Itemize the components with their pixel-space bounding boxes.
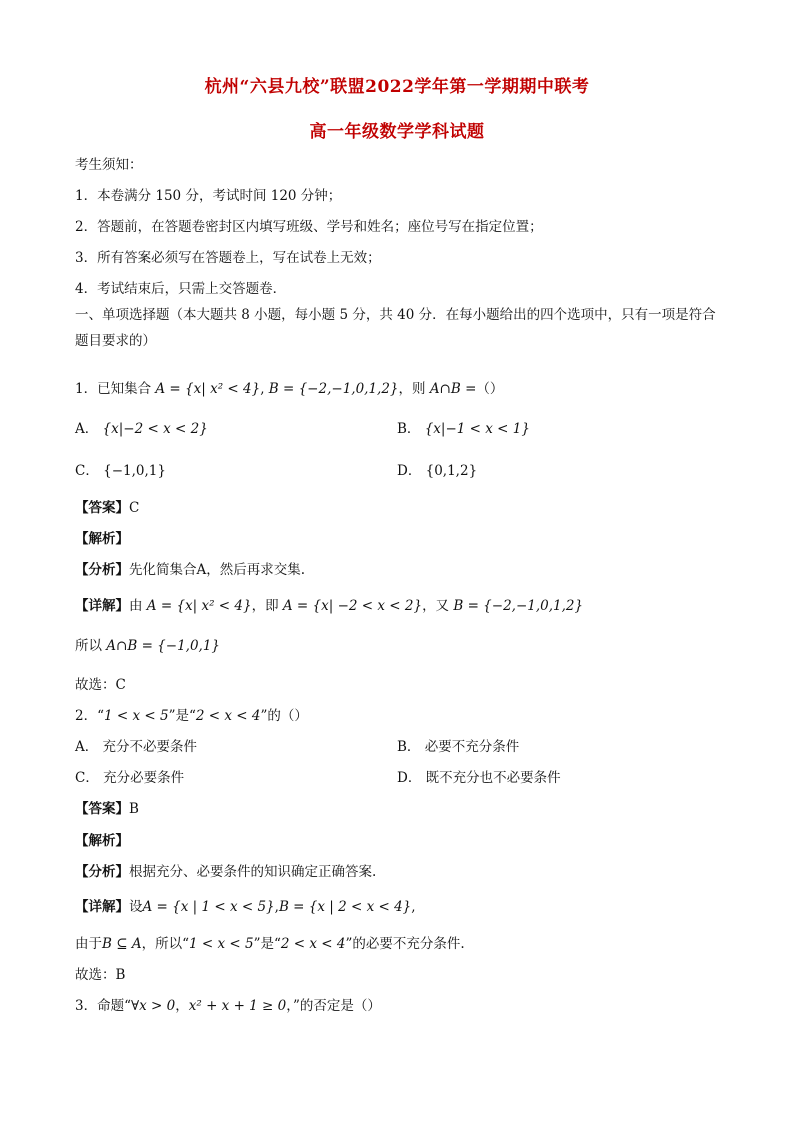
q1-analysis-tag: [75, 527, 129, 547]
q1-fenxi-text: 先化简集合A，然后再求交集.: [129, 562, 306, 578]
q2-option-b: [397, 735, 519, 755]
q1-option-c: [75, 459, 166, 479]
q1-answer-value: C: [129, 500, 140, 516]
q2-fenxi: [75, 860, 376, 880]
q1-stem-pre: 1．已知集合: [75, 381, 152, 397]
q1-option-a-text: {x|−2 < x < 2}: [102, 421, 208, 437]
q1-option-d-text: {0,1,2}: [425, 463, 478, 479]
q1-detail-set-a2: A = {x| −2 < x < 2}: [282, 598, 423, 614]
q1-option-a: [75, 417, 208, 437]
q2-reason-mid: ，所以“: [141, 936, 189, 952]
q1-answer: [75, 496, 139, 516]
q1-conclusion-expr: A∩B = {−1,0,1}: [106, 638, 221, 654]
q2-cond-1: 1 < x < 5: [104, 708, 169, 724]
q2-option-b-text: 必要不充分条件: [424, 739, 520, 755]
q2-option-a: [75, 735, 197, 755]
q2-reason-post: ”的必要不充分条件.: [345, 936, 465, 952]
q2-choose: 故选：B: [75, 967, 126, 983]
q2-option-a-text: 充分不必要条件: [102, 739, 198, 755]
exam-title: 杭州“六县九校”联盟2022学年第一学期期中联考: [204, 77, 590, 97]
q3-stem-pre: 3．命题“: [75, 998, 131, 1014]
q1-option-d: [397, 459, 477, 479]
notice-item-1: 1．本卷满分 150 分，考试时间 120 分钟；: [75, 188, 342, 204]
q1-expr: A∩B: [429, 381, 461, 397]
q2-option-c: [75, 766, 184, 786]
q2-option-c-text: 充分必要条件: [103, 770, 185, 786]
q2-answer: [75, 797, 139, 817]
notice-item-3: 3．所有答案必须写在答题卷上，写在试卷上无效；: [75, 250, 381, 266]
q1-answer-tag: 【答案】: [75, 500, 129, 516]
q2-option-a-label: A．: [75, 739, 99, 755]
q1-detail-tag: 【详解】: [75, 598, 129, 614]
q1-choose: 故选：C: [75, 677, 126, 693]
q1-comma: ,: [260, 381, 265, 397]
q1-fenxi: [75, 558, 305, 578]
q1-detail: [75, 594, 583, 614]
notice-heading: 考生须知：: [75, 157, 143, 173]
q2-option-d: [397, 766, 561, 786]
q2-option-b-label: B．: [397, 739, 421, 755]
q3-stem-post: ，”的否定是（）: [286, 998, 381, 1014]
q2-reason-mid2: ”是“: [253, 936, 281, 952]
q2-detail-end: ,: [411, 899, 416, 915]
q1-analysis-label: 【解析】: [75, 531, 129, 547]
exam-subtitle: 高一年级数学学科试题: [309, 122, 485, 142]
q2-stem-pre: 2．“: [75, 708, 104, 724]
q3-sep: ，: [175, 998, 189, 1014]
q2-detail-comma: ,: [274, 899, 279, 915]
q2-stem-mid: ”是“: [168, 708, 196, 724]
q2-detail-set-a: A = {x | 1 < x < 5}: [142, 899, 275, 915]
q1-conclusion: [75, 634, 220, 654]
q1-set-b: B = {−2,−1,0,1,2}: [268, 381, 399, 397]
q1-detail-set-a1: A = {x| x² < 4}: [146, 598, 252, 614]
notice-item-2: 2．答题前，在答题卷密封区内填写班级、学号和姓名；座位号写在指定位置；: [75, 219, 543, 235]
q1-detail-mid2: ，又: [422, 598, 450, 614]
q2-detail: [75, 895, 416, 915]
q2-answer-value: B: [129, 801, 139, 817]
q2-stem-post: ”的（）: [260, 708, 308, 724]
q3-expr-2: x² + x + 1 ≥ 0: [188, 998, 287, 1014]
question-2-stem: [75, 704, 308, 724]
q2-reason-cond-1: 1 < x < 5: [188, 936, 254, 952]
q2-detail-pre: 设: [129, 899, 143, 915]
q1-stem-mid: ，则: [398, 381, 426, 397]
q2-option-d-text: 既不充分也不必要条件: [425, 770, 561, 786]
q1-option-b: [397, 417, 530, 437]
q2-reason-pre: 由于: [75, 936, 102, 952]
q1-option-b-label: B．: [397, 421, 421, 437]
q2-analysis-tag: [75, 829, 129, 849]
q2-option-c-label: C．: [75, 770, 99, 786]
section-1-instructions: 一、单项选择题（本大题共 8 小题，每小题 5 分，共 40 分．在每小题给出的四个选项中，只有一项是符合题目要求的）: [75, 307, 716, 349]
q2-reason: [75, 932, 465, 952]
q1-option-c-label: C．: [75, 463, 99, 479]
q1-conclusion-pre: 所以: [75, 638, 102, 654]
q1-detail-mid: ，即: [251, 598, 279, 614]
q2-cond-2: 2 < x < 4: [195, 708, 261, 724]
q3-expr-1: ∀x > 0: [131, 998, 176, 1014]
q1-detail-pre: 由: [129, 598, 143, 614]
q1-set-a: A = {x| x² < 4}: [155, 381, 261, 397]
q1-stem-post: =（）: [465, 381, 504, 397]
question-3-stem: [75, 994, 381, 1014]
q2-fenxi-text: 根据充分、必要条件的知识确定正确答案.: [129, 864, 377, 880]
q1-fenxi-tag: 【分析】: [75, 562, 129, 578]
q1-option-a-label: A．: [75, 421, 99, 437]
q1-option-b-text: {x|−1 < x < 1}: [424, 421, 530, 437]
q2-fenxi-tag: 【分析】: [75, 864, 129, 880]
q1-option-d-label: D．: [397, 463, 422, 479]
q1-option-c-text: {−1,0,1}: [103, 463, 166, 479]
q2-detail-tag: 【详解】: [75, 899, 129, 915]
question-1-stem: [75, 377, 503, 397]
q2-analysis-label: 【解析】: [75, 833, 129, 849]
q2-option-d-label: D．: [397, 770, 422, 786]
notice-item-4: 4．考试结束后，只需上交答题卷．: [75, 281, 287, 297]
q2-answer-tag: 【答案】: [75, 801, 129, 817]
q2-reason-cond-2: 2 < x < 4: [280, 936, 346, 952]
q1-detail-set-b: B = {−2,−1,0,1,2}: [453, 598, 584, 614]
q2-detail-set-b: B = {x | 2 < x < 4}: [278, 899, 412, 915]
q2-reason-expr: B ⊆ A: [102, 936, 142, 952]
